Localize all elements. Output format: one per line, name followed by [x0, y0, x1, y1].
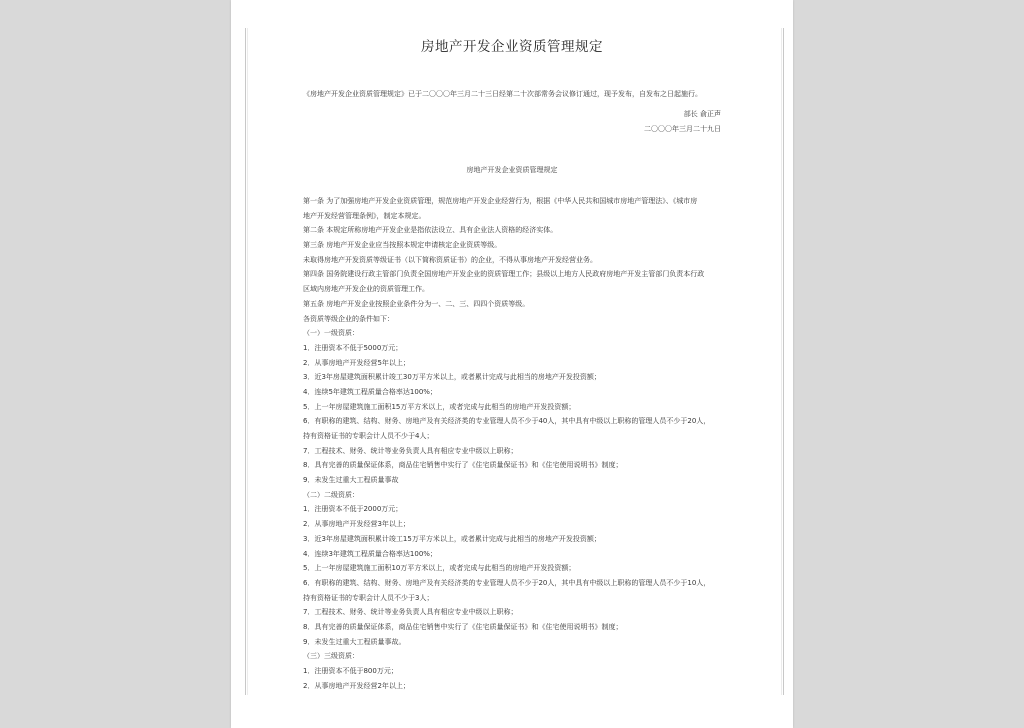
document-page — [231, 0, 793, 728]
text-line: 未取得房地产开发资质等级证书（以下简称资质证书）的企业，不得从事房地产开发经营业务。 — [303, 255, 597, 264]
text-line: 2．从事房地产开发经营5年以上； — [303, 358, 410, 367]
text-line: （二）二级资质： — [303, 490, 359, 499]
signature-name: 部长 俞正声 — [683, 110, 721, 118]
text-line: 7．工程技术、财务、统计等业务负责人具有相应专业中级以上职称； — [303, 608, 518, 617]
body-text — [303, 194, 743, 693]
text-line: 9．未发生过重大工程质量事故。 — [303, 637, 406, 646]
text-line: 1．注册资本不低于2000万元； — [303, 505, 403, 514]
text-line: 区域内房地产开发企业的资质管理工作。 — [303, 285, 429, 294]
intro-paragraph: 《房地产开发企业资质管理规定》已于二〇〇〇年三月二十三日经第二十次部常务会议修订通过，现予发布，自发布之日起施行。 — [303, 90, 702, 98]
text-line: 4．连续3年建筑工程质量合格率达100%； — [303, 549, 437, 558]
text-line: 第四条 国务院建设行政主管部门负责全国房地产开发企业的资质管理工作；县级以上地方人民政府房地产开发主管部门负责本行政 — [303, 270, 705, 279]
page-border-left-inner — [247, 28, 248, 695]
text-line: 1．注册资本不低于5000万元； — [303, 343, 403, 352]
page-border-right-inner — [781, 28, 782, 695]
text-line: 持有资格证书的专职会计人员不少于4人； — [303, 432, 434, 440]
text-line: 5．上一年房屋建筑施工面积15万平方米以上，或者完成与此相当的房地产开发投资额； — [303, 402, 576, 411]
text-line: （一）一级资质： — [303, 329, 359, 338]
text-line: 7．工程技术、财务、统计等业务负责人具有相应专业中级以上职称； — [303, 446, 518, 455]
text-line: 6．有职称的建筑、结构、财务、房地产及有关经济类的专业管理人员不少于40人，其中具有中级以上职称的管理人员不少于20人， — [303, 417, 711, 426]
text-line: 3．近3年房屋建筑面积累计竣工15万平方米以上，或者累计完成与此相当的房地产开发投资额； — [303, 534, 601, 543]
text-line: 9．未发生过重大工程质量事故 — [303, 476, 399, 485]
text-line: 第一条 为了加强房地产开发企业资质管理，规范房地产开发企业经营行为，根据《中华人民共和国城市房地产管理法》、《城市房 — [303, 197, 698, 205]
page-border-right — [783, 28, 784, 695]
text-line: 5．上一年房屋建筑施工面积10万平方米以上，或者完成与此相当的房地产开发投资额； — [303, 564, 576, 573]
text-line: 第三条 房地产开发企业应当按照本规定申请核定企业资质等级。 — [303, 241, 502, 250]
page-border-left — [245, 28, 246, 695]
text-line: 第五条 房地产开发企业按照企业条件分为一、二、三、四四个资质等级。 — [303, 299, 530, 308]
text-line: 2．从事房地产开发经营3年以上； — [303, 520, 410, 529]
text-line: 1．注册资本不低于800万元； — [303, 667, 398, 675]
section-title: 房地产开发企业资质管理规定 — [466, 166, 558, 174]
signature-date: 二〇〇〇年三月二十九日 — [644, 125, 721, 133]
text-line: 2．从事房地产开发经营2年以上； — [303, 681, 410, 690]
text-line: （三）三级资质： — [303, 652, 359, 661]
text-line: 8．具有完善的质量保证体系，商品住宅销售中实行了《住宅质量保证书》和《住宅使用说明书》制度； — [303, 461, 623, 470]
text-line: 各资质等级企业的条件如下： — [303, 314, 394, 323]
text-line: 8．具有完善的质量保证体系，商品住宅销售中实行了《住宅质量保证书》和《住宅使用说明书》制度； — [303, 622, 623, 631]
text-line: 地产开发经营管理条例》，制定本规定。 — [303, 211, 426, 220]
text-line: 持有资格证书的专职会计人员不少于3人； — [303, 593, 434, 602]
page-title: 房地产开发企业资质管理规定 — [421, 39, 603, 55]
text-line: 第二条 本规定所称房地产开发企业是指依法设立、具有企业法人资格的经济实体。 — [303, 226, 558, 235]
text-line: 6．有职称的建筑、结构、财务、房地产及有关经济类的专业管理人员不少于20人，其中具有中级以上职称的管理人员不少于10人， — [303, 578, 711, 587]
text-line: 4．连续5年建筑工程质量合格率达100%； — [303, 387, 437, 396]
text-line: 3．近3年房屋建筑面积累计竣工30万平方米以上，或者累计完成与此相当的房地产开发投资额； — [303, 373, 601, 382]
